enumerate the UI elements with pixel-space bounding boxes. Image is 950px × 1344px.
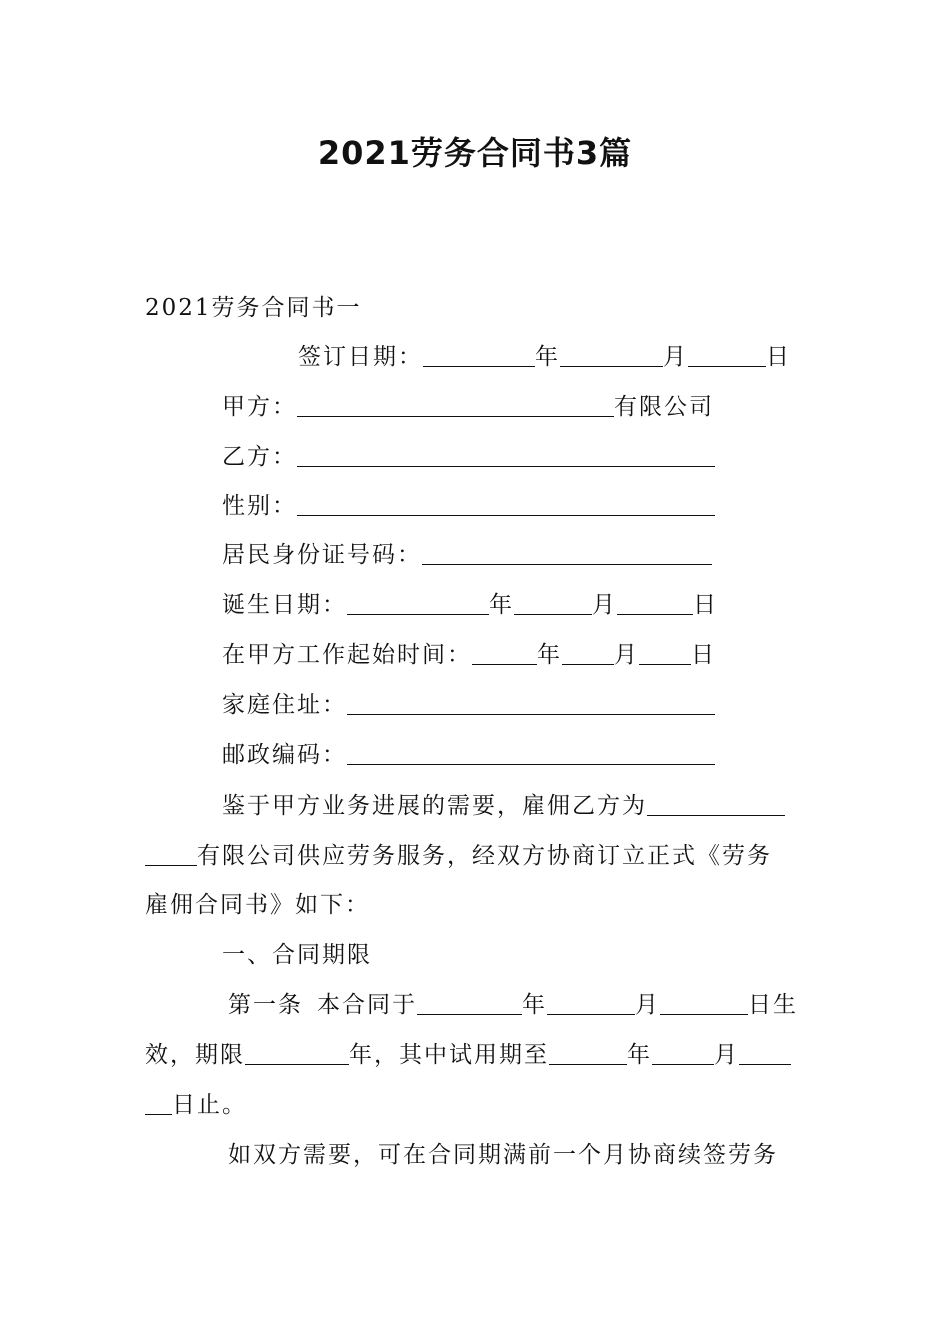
birth-month-unit: 月 [592, 592, 617, 618]
postcode-blank [347, 742, 715, 765]
probation-day-blank-1 [739, 1042, 791, 1065]
sign-date-line [298, 342, 791, 372]
birth-day-blank [617, 592, 693, 615]
probation-month-unit: 月 [714, 1042, 739, 1068]
work-year-unit: 年 [537, 642, 562, 668]
company-blank-2 [145, 843, 197, 866]
section-heading: 2021劳务合同书一 [145, 295, 362, 321]
party-a-label: 甲方： [222, 394, 297, 420]
birth-month-blank [514, 592, 592, 615]
sign-year-blank [423, 344, 535, 367]
work-month-unit: 月 [614, 642, 639, 668]
document-title: 2021劳务合同书3篇 [317, 134, 633, 172]
postcode-label: 邮政编码： [222, 742, 347, 768]
effective-day-text: 日生 [748, 992, 798, 1018]
address-blank [347, 692, 715, 715]
article-1-line-3 [145, 1090, 247, 1120]
section-1-heading: 一、合同期限 [222, 942, 372, 968]
sign-date-label: 签订日期： [298, 344, 423, 370]
birth-year-unit: 年 [489, 592, 514, 618]
preamble-line-2 [145, 841, 772, 871]
work-month-blank [562, 642, 614, 665]
probation-year-unit: 年 [627, 1042, 652, 1068]
preamble-text-2: 有限公司供应劳务服务，经双方协商订立正式《劳务 [197, 843, 772, 869]
probation-year-blank [549, 1042, 627, 1065]
term-years-blank [245, 1042, 349, 1065]
article-1-line-1 [228, 990, 798, 1020]
article-1-text-3: 日止。 [172, 1092, 247, 1118]
article-1-label: 第一条 [228, 992, 303, 1018]
id-number-line [222, 540, 712, 570]
sign-day-unit: 日 [766, 344, 791, 370]
article-1-line-2 [145, 1040, 791, 1070]
sign-day-blank [688, 344, 766, 367]
work-start-line [222, 640, 716, 670]
gender-label: 性别： [222, 493, 297, 519]
probation-day-blank-2 [145, 1092, 172, 1115]
company-blank-1 [647, 793, 785, 816]
work-day-unit: 日 [691, 642, 716, 668]
gender-blank [297, 493, 715, 516]
renewal-line-1: 如双方需要，可在合同期满前一个月协商续签劳务 [228, 1142, 778, 1168]
article-1-text-2b: 年，其中试用期至 [349, 1042, 549, 1068]
party-a-suffix: 有限公司 [614, 394, 714, 420]
effective-day-blank [660, 992, 748, 1015]
probation-month-blank [652, 1042, 714, 1065]
sign-year-unit: 年 [535, 344, 560, 370]
effective-year-blank [417, 992, 522, 1015]
address-line [222, 690, 715, 720]
effective-month-unit: 月 [635, 992, 660, 1018]
sign-month-unit: 月 [663, 344, 688, 370]
id-number-label: 居民身份证号码： [222, 542, 422, 568]
sign-month-blank [560, 344, 663, 367]
preamble-line-1 [222, 791, 785, 821]
preamble-line-3: 雇佣合同书》如下： [145, 892, 370, 918]
article-1-text-2a: 效，期限 [145, 1042, 245, 1068]
gender-line [222, 491, 715, 521]
address-label: 家庭住址： [222, 692, 347, 718]
work-year-blank [472, 642, 537, 665]
postcode-line [222, 740, 715, 770]
birth-day-unit: 日 [693, 592, 718, 618]
birth-year-blank [347, 592, 489, 615]
party-a-blank [297, 394, 614, 417]
birth-date-line [222, 590, 718, 620]
id-number-blank [422, 542, 712, 565]
preamble-text-1: 鉴于甲方业务进展的需要，雇佣乙方为 [222, 793, 647, 819]
effective-month-blank [547, 992, 635, 1015]
work-day-blank [639, 642, 691, 665]
article-1-text-1: 本合同于 [317, 992, 417, 1018]
work-start-label: 在甲方工作起始时间： [222, 642, 472, 668]
party-a-line [222, 392, 714, 422]
party-b-blank [297, 444, 715, 467]
party-b-line [222, 442, 715, 472]
birth-date-label: 诞生日期： [222, 592, 347, 618]
effective-year-unit: 年 [522, 992, 547, 1018]
party-b-label: 乙方： [222, 444, 297, 470]
